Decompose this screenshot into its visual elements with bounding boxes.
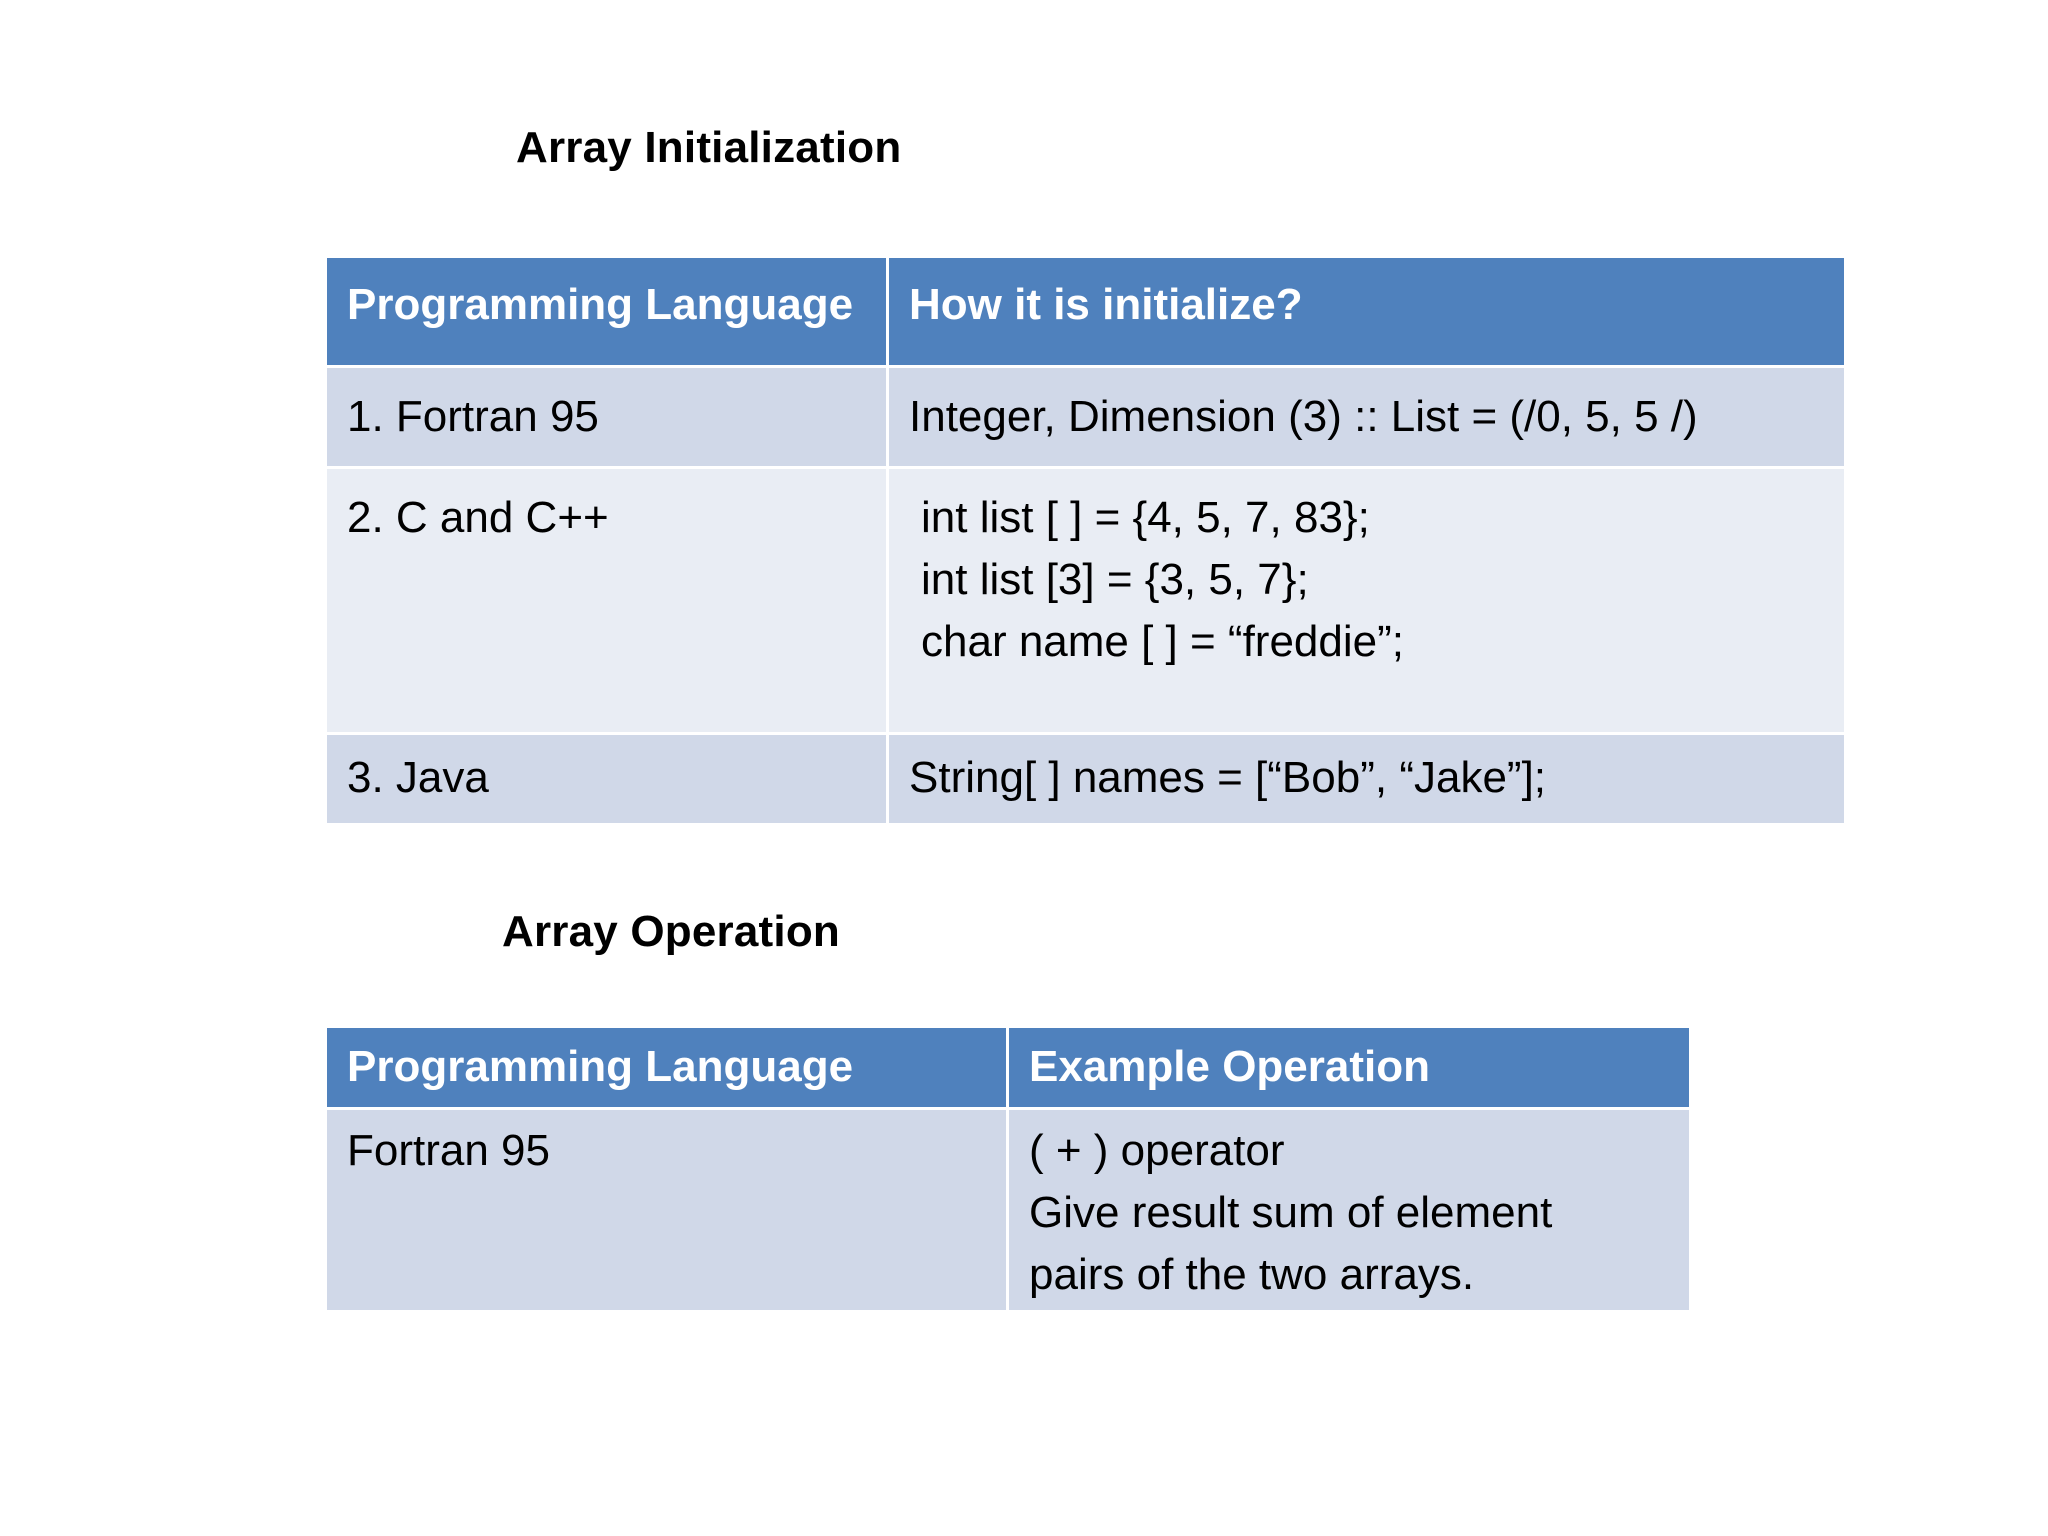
language-cell: 2. C and C++ (326, 468, 888, 734)
code-cell (888, 734, 1846, 825)
code-cell (888, 468, 1846, 734)
column-header-example-operation: Example Operation (1008, 1027, 1691, 1109)
column-header-programming-language: Programming Language (326, 1027, 1008, 1109)
column-header-how-initialized: How it is initialize? (888, 257, 1846, 367)
section-title-array-initialization: Array Initialization (516, 123, 902, 172)
table-row (326, 367, 1846, 468)
example-cell (1008, 1109, 1691, 1312)
language-cell: 1. Fortran 95 (326, 367, 888, 468)
example-line: pairs of the two arrays. (1029, 1250, 1475, 1299)
table-row (326, 468, 1846, 734)
code-line: String[ ] names = [“Bob”, “Jake”]; (909, 753, 1547, 802)
array-initialization-table (324, 255, 1847, 826)
table-header-row (326, 257, 1846, 367)
example-line: ( + ) operator (1029, 1126, 1285, 1175)
example-line: Give result sum of element (1029, 1188, 1553, 1237)
table-row (326, 734, 1846, 825)
column-header-programming-language: Programming Language (326, 257, 888, 367)
code-line: int list [3] = {3, 5, 7}; (921, 555, 1309, 604)
table-header-row (326, 1027, 1691, 1109)
array-operation-table (324, 1025, 1692, 1313)
section-title-array-operation: Array Operation (502, 907, 840, 956)
code-line: int list [ ] = {4, 5, 7, 83}; (921, 493, 1370, 542)
table-row (326, 1109, 1691, 1312)
code-cell (888, 367, 1846, 468)
code-line: Integer, Dimension (3) :: List = (/0, 5, 5 /) (909, 392, 1698, 441)
language-cell: 3. Java (326, 734, 888, 825)
code-line: char name [ ] = “freddie”; (921, 617, 1404, 666)
language-cell: Fortran 95 (326, 1109, 1008, 1312)
